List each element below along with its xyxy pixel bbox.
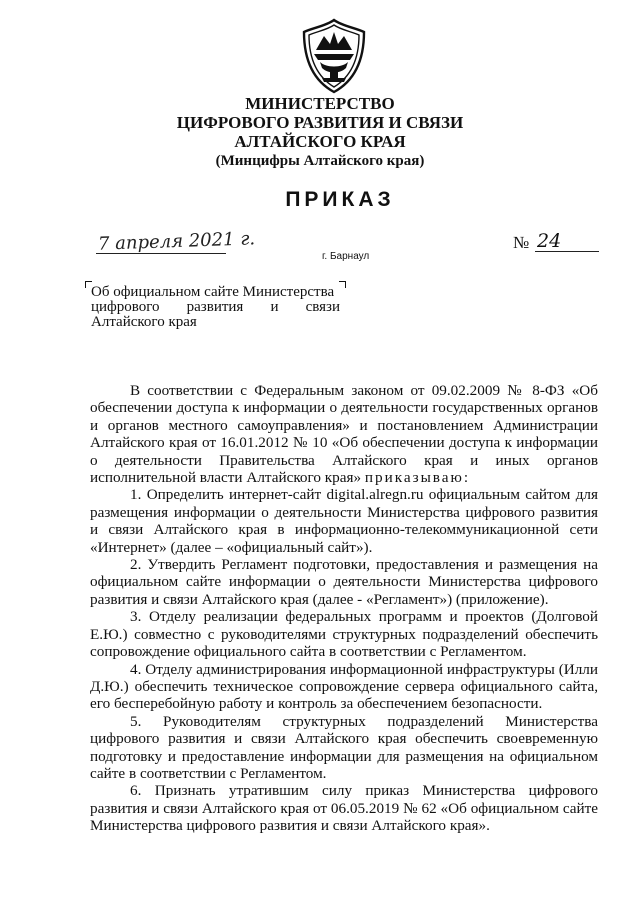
order-item: 2. Утвердить Регламент подготовки, предоставления и размещения на официальном сайте информации о деятельности Министерства цифрового развития и связи Алтайского края (далее - «Регламент») (приложение). — [90, 556, 598, 608]
order-word: приказываю: — [364, 469, 471, 487]
ministry-short-name: (Минцифры Алтайского края) — [215, 153, 425, 169]
order-item: 5. Руководителям структурных подразделений Министерства цифрового развития и связи Алтайского края обеспечить своевременную подготовку и предоставление информации для размещения на официальном сайте в соответствии с Регламентом. — [90, 712, 598, 782]
number-underline — [535, 251, 599, 252]
order-item: 4. Отделу администрирования информационной инфраструктуры (Илли Д.Ю.) обеспечить техническое сопровождение сервера официального сайта, его бесперебойную работу и контроль за обеспечением безопасности. — [90, 660, 598, 713]
order-body — [90, 382, 598, 835]
handwritten-date: 7 апреля 2021 г. — [97, 228, 256, 255]
ministry-name-line2: ЦИФРОВОГО РАЗВИТИЯ И СВЯЗИ — [176, 113, 464, 132]
subject-line: Алтайского края — [91, 314, 197, 330]
document-type-title: ПРИКАЗ — [285, 188, 395, 211]
city-name: г. Барнаул — [322, 251, 370, 262]
subject-line: Об официальном сайте Министерства — [91, 284, 335, 300]
altai-coat-of-arms-emblem — [298, 18, 370, 94]
order-subject — [91, 285, 340, 330]
preamble-text: В соответствии с Федеральным законом от 09.02.2009 № 8-ФЗ «Об обеспечении доступа к информации о деятельности государственных органов и органов местного самоуправления» и постановлением Администрации Алтайского края от 16.01.2012 № 10 «Об обеспечении доступа к информации о деятельности Правительства Алтайского края и иных органов исполнительной власти Алтайского края» — [90, 382, 598, 487]
date-underline — [96, 253, 226, 254]
ministry-name-line1: МИНИСТЕРСТВО — [245, 94, 395, 113]
preamble-paragraph — [90, 382, 598, 486]
order-number-label: № — [513, 233, 530, 252]
subject-line: цифрового развития и связи — [91, 299, 340, 315]
order-item: 6. Признать утратившим силу приказ Министерства цифрового развития и связи Алтайского края от 06.05.2019 № 62 «Об официальном сайте Министерства цифрового развития и связи Алтайского края». — [90, 782, 598, 835]
subject-bracket-right — [339, 281, 346, 288]
order-item: 1. Определить интернет-сайт digital.alregn.ru официальным сайтом для размещения информации о деятельности Министерства цифрового развития и связи Алтайского края в информационно-телекоммуникационной сети «Интернет» (далее – «официальный сайт»). — [90, 486, 598, 556]
order-item: 3. Отделу реализации федеральных программ и проектов (Долговой Е.Ю.) совместно с руководителями структурных подразделений обеспечить сопровождение официального сайта в соответствии с Регламентом. — [90, 608, 598, 661]
ministry-name-line3: АЛТАЙСКОГО КРАЯ — [234, 132, 406, 151]
handwritten-order-number: 24 — [537, 230, 562, 252]
